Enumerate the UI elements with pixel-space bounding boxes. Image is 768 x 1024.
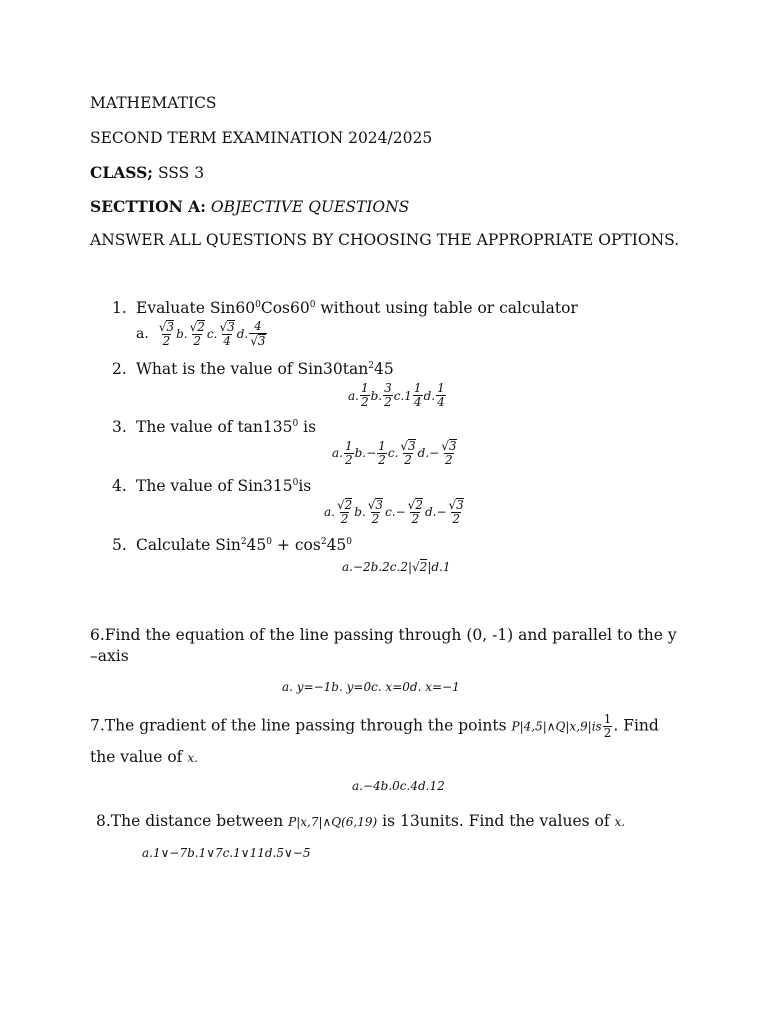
- fraction: √ 3 2: [158, 320, 175, 348]
- question-5: 5. Calculate $Sin^245^0 + \cos^245^0$: [112, 536, 353, 554]
- question-7-line-2: the value of x.: [90, 748, 198, 766]
- question-6: 6.Find the equation of the line passing through (0, -1) and parallel to the y –axis: [90, 626, 677, 665]
- question-8: 8.The distance between P|x,7|∧Q(6,19) is 13units. Find the values of x.: [96, 812, 626, 830]
- exam-title: SECOND TERM EXAMINATION 2024/2025: [90, 129, 433, 147]
- question-7-options: a.−4b.0c.4d.12: [352, 779, 445, 793]
- question-3-options: a. $\frac{1}{2}$ b.− $\frac{1}{2}$ c. √ 3 2 d.− √ 3 2: [332, 438, 457, 467]
- question-7: 7.The gradient of the line passing through the points P|4,5|∧Q|x,9|is $\frac{1}{2}$ . Find: [90, 712, 659, 740]
- class-line: [90, 163, 204, 182]
- section-line: [90, 197, 409, 216]
- question-5-options: a.−2b.2c.2 | √ 2 | d.1: [342, 559, 451, 574]
- question-6-options: a. y=−1b. y=0c. x=0d. x=−1: [282, 680, 460, 694]
- question-4: 4. The value of $Sin315^0is$: [112, 477, 312, 495]
- section-value: OBJECTIVE QUESTIONS: [205, 198, 410, 216]
- subject-title: MATHEMATICS: [90, 94, 217, 112]
- question-3: 3. The value of $\tan 135^0$ is: [112, 418, 317, 436]
- question-2: 2. What is the value of $Sin30\tan^245$: [112, 360, 394, 378]
- question-1-options: a. √ 3 2 b. √ 2 2 c. √ 3 4 d. 4 √ 3: [136, 319, 266, 348]
- fraction: √ 3 4: [219, 320, 235, 348]
- question-2-options: a. $\frac{1}{2}$ b. $\frac{3}{2}$ c.1 $\frac{1}{4}$ d. $\frac{1}{4}$: [348, 381, 445, 409]
- class-value: SSS 3: [153, 164, 205, 182]
- question-1: 1. Evaluate $Sin60^0Cos60^0$ without using table or calculator: [112, 299, 578, 317]
- fraction: √ 2 2: [189, 320, 205, 348]
- section-label: SECTTION A:: [90, 197, 206, 216]
- fraction: 4 √ 3: [250, 319, 266, 348]
- question-4-options: a. √ 2 2 b. √ 3 2 c.− √ 2 2 d.− √ 3 2: [324, 498, 464, 526]
- question-8-options: a.1∨−7b.1∨7c.1∨11d.5∨−5: [142, 846, 311, 860]
- instruction-line: ANSWER ALL QUESTIONS BY CHOOSING THE APPROPRIATE OPTIONS.: [90, 231, 680, 249]
- class-label: CLASS;: [90, 163, 154, 182]
